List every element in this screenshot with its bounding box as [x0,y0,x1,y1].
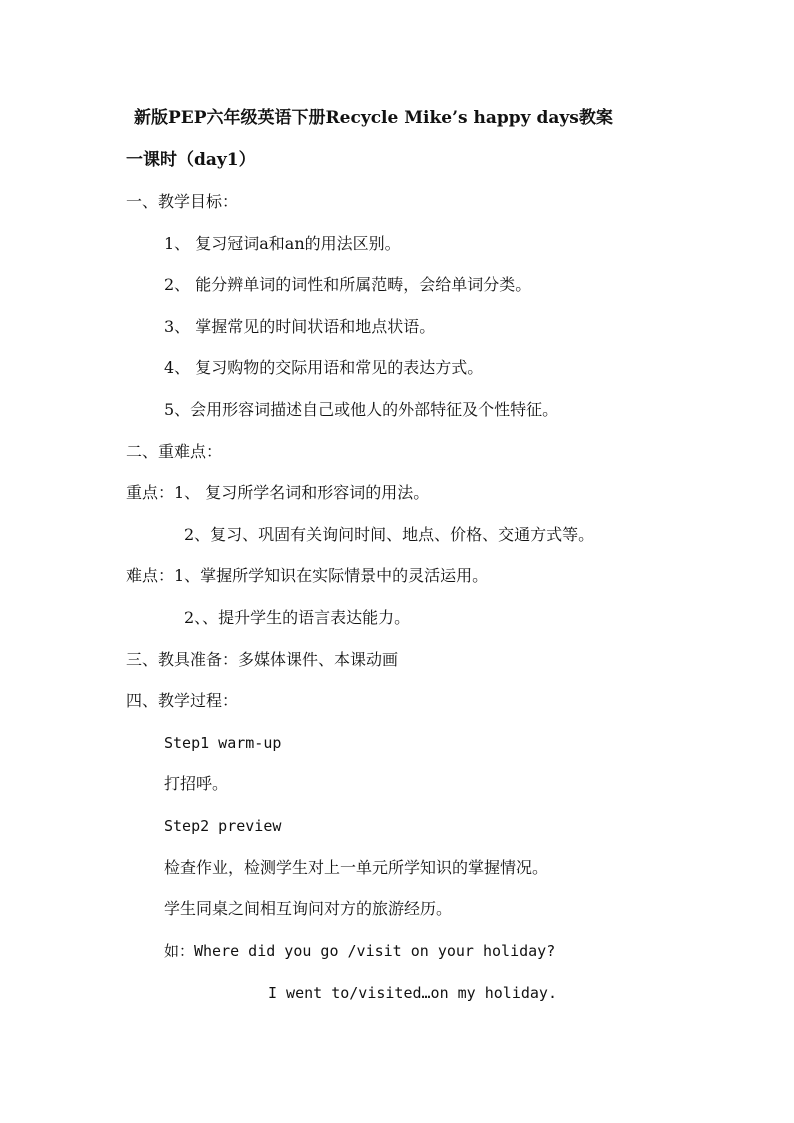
section-heading-process: 四、教学过程： [126,691,239,710]
section-heading-objectives: 一、教学目标： [126,192,239,211]
document-title-line-1: 新版PEP六年级英语下册Recycle Mike’s happy days教案 [134,108,613,128]
step-1-title: Step1 warm-up [164,734,282,752]
example-answer: I went to/visited…on my holiday. [268,984,557,1002]
step-2-text-1: 检查作业，检测学生对上一单元所学知识的掌握情况。 [164,858,549,877]
key-point-2: 2、复习、巩固有关询问时间、地点、价格、交通方式等。 [184,525,595,544]
step-2-text-2: 学生同桌之间相互询问对方的旅游经历。 [164,899,453,918]
section-heading-key-points: 二、重难点： [126,442,223,461]
section-heading-materials: 三、教具准备：多媒体课件、本课动画 [126,650,399,669]
key-point-1: 重点：1、 复习所学名词和形容词的用法。 [126,483,430,502]
objective-item-5: 5、会用形容词描述自己或他人的外部特征及个性特征。 [164,400,559,419]
objective-item-1: 1、 复习冠词a和an的用法区别。 [164,234,401,253]
difficult-point-1: 难点：1、掌握所学知识在实际情景中的灵活运用。 [126,566,489,585]
objective-item-3: 3、 掌握常见的时间状语和地点状语。 [164,317,436,336]
objective-item-2: 2、 能分辨单词的词性和所属范畴，会给单词分类。 [164,275,532,294]
document-title-line-2: 一课时（day1） [126,150,256,170]
example-question: 如：Where did you go /visit on your holiday? [164,942,556,960]
step-2-title: Step2 preview [164,817,282,835]
objective-item-4: 4、 复习购物的交际用语和常见的表达方式。 [164,358,484,377]
step-1-text: 打招呼。 [164,774,229,793]
difficult-point-2: 2、、提升学生的语言表达能力。 [184,608,411,627]
